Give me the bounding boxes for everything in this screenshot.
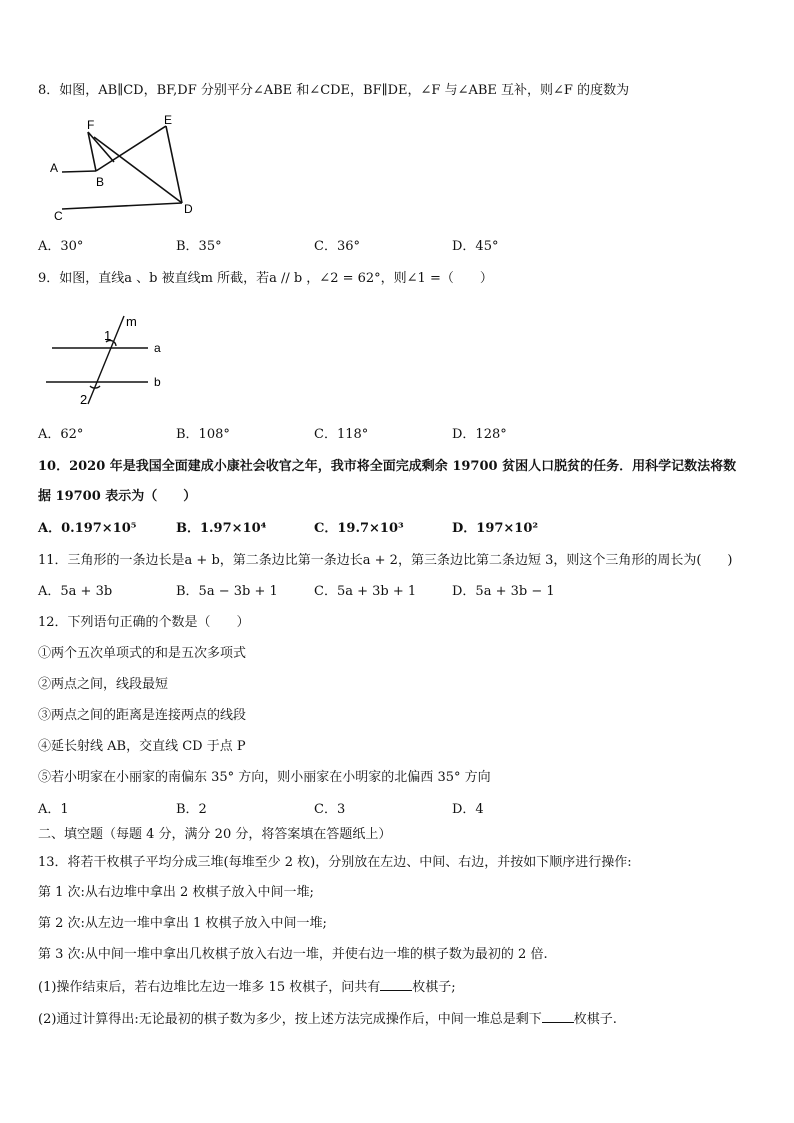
- section-2-title: 二、填空题（每题 4 分，满分 20 分，将答案填在答题纸上）: [38, 827, 392, 842]
- q11-option-d: D．5a + 3b − 1: [452, 584, 555, 599]
- q12-statement-4: ④延长射线 AB，交直线 CD 于点 P: [38, 739, 246, 754]
- q10-option-c: C．19.7×10³: [314, 521, 404, 536]
- line-b-label: b: [154, 375, 161, 389]
- q10-option-a: A．0.197×10⁵: [38, 521, 137, 536]
- q10-stem-line1: 10．2020 年是我国全面建成小康社会收官之年，我市将全面完成剩余 19700 贫困人口脱贫的任务．用科学记数法将数: [38, 459, 737, 474]
- angle-2-label: 2: [80, 392, 88, 407]
- q9-option-c: C．118°: [314, 427, 369, 442]
- q13-step-2: 第 2 次:从左边一堆中拿出 1 枚棋子放入中间一堆;: [38, 916, 327, 931]
- q11-option-a: A．5a + 3b: [38, 584, 113, 599]
- q13-part-1-blank[interactable]: [380, 978, 412, 991]
- q12-statement-3: ③两点之间的距离是连接两点的线段: [38, 708, 247, 723]
- q8-option-d: D．45°: [452, 239, 499, 254]
- q13-part-1-text: (1)操作结束后，若右边堆比左边一堆多 15 枚棋子，问共有: [38, 980, 381, 995]
- q8-option-b: B．35°: [176, 239, 222, 254]
- q13-step-1: 第 1 次:从右边堆中拿出 2 枚棋子放入中间一堆;: [38, 885, 314, 900]
- q13-part-2-blank[interactable]: [542, 1010, 574, 1023]
- q9-option-b: B．108°: [176, 427, 230, 442]
- q13-stem: 13．将若干枚棋子平均分成三堆(每堆至少 2 枚)，分别放在左边、中间、右边，并按如下顺序进行操作:: [38, 855, 632, 870]
- q12-statement-2: ②两点之间，线段最短: [38, 677, 169, 692]
- q13-part-2: [38, 1010, 617, 1029]
- q9-stem: 9．如图，直线a 、b 被直线m 所截，若a // b ，∠2 = 62°，则∠1 =（ ）: [38, 271, 493, 286]
- q10-stem-line2: 据 19700 表示为（ ）: [38, 489, 197, 504]
- q11-option-b: B．5a − 3b + 1: [176, 584, 278, 599]
- label-a: A: [50, 161, 59, 175]
- q10-option-b: B．1.97×10⁴: [176, 521, 267, 536]
- label-d: D: [184, 202, 193, 216]
- q11-stem: 11．三角形的一条边长是a + b，第二条边比第一条边长a + 2，第三条边比第二条边短 3，则这个三角形的周长为( ): [38, 553, 733, 568]
- q12-statement-1: ①两个五次单项式的和是五次多项式: [38, 646, 247, 661]
- label-e: E: [164, 113, 173, 127]
- q13-part-1: [38, 978, 456, 997]
- q9-figure: [44, 312, 184, 408]
- line-m-label: m: [126, 314, 137, 329]
- angle-1-label: 1: [104, 328, 112, 343]
- q13-part-2-text: (2)通过计算得出:无论最初的棋子数为多少，按上述方法完成操作后，中间一堆总是剩下: [38, 1012, 542, 1027]
- q8-option-c: C．36°: [314, 239, 360, 254]
- q12-option-b: B．2: [176, 802, 207, 817]
- q13-part-1-suffix: 枚棋子;: [412, 980, 456, 995]
- q10-option-d: D．197×10²: [452, 521, 539, 536]
- q8-option-a: A．30°: [38, 239, 84, 254]
- q12-stem: 12．下列语句正确的个数是（ ）: [38, 615, 250, 630]
- q9-option-d: D．128°: [452, 427, 507, 442]
- q13-part-2-suffix: 枚棋子.: [573, 1012, 617, 1027]
- q12-option-d: D．4: [452, 802, 484, 817]
- q9-option-a: A．62°: [38, 427, 84, 442]
- q12-statement-5: ⑤若小明家在小丽家的南偏东 35° 方向，则小丽家在小明家的北偏西 35° 方向: [38, 770, 491, 785]
- q12-option-a: A．1: [38, 802, 69, 817]
- q8-figure: [44, 112, 204, 224]
- line-a-label: a: [154, 341, 161, 355]
- label-c: C: [54, 209, 63, 223]
- q8-stem: 8．如图，AB∥CD，BF,DF 分别平分∠ABE 和∠CDE，BF∥DE，∠F 与∠ABE 互补，则∠F 的度数为: [38, 83, 630, 98]
- label-f: F: [87, 118, 95, 132]
- q12-option-c: C．3: [314, 802, 346, 817]
- q11-option-c: C．5a + 3b + 1: [314, 584, 417, 599]
- label-b: B: [96, 175, 105, 189]
- q13-step-3: 第 3 次:从中间一堆中拿出几枚棋子放入右边一堆，并使右边一堆的棋子数为最初的 2 倍.: [38, 947, 548, 962]
